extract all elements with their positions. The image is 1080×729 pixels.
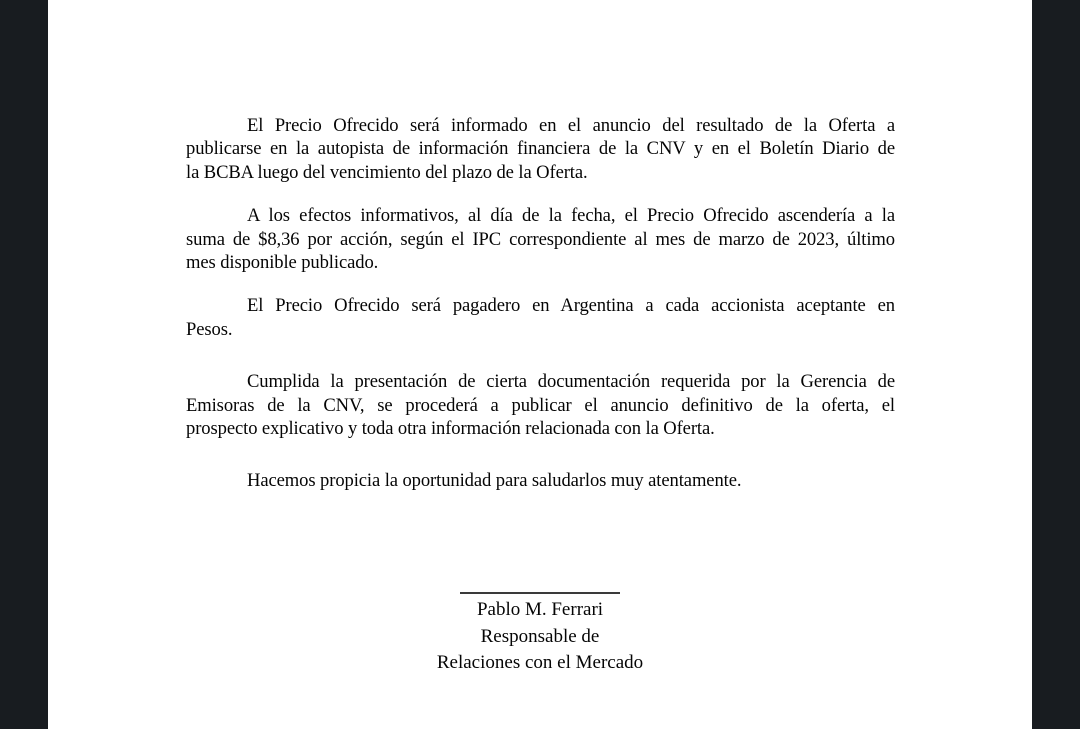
paragraph-3-line-1: El Precio Ofrecido será pagadero en Argentina a cada accionista aceptante en [247,295,895,317]
paragraph-3 [186,294,895,341]
viewer-right-pillarbox [1032,0,1080,729]
paragraph-1-line-1: El Precio Ofrecido será informado en el anuncio del resultado de la Oferta a [247,115,895,136]
signatory-name: Pablo M. Ferrari [476,599,604,620]
viewer-left-pillarbox [0,0,48,729]
paragraph-2-line-1: A los efectos informativos, al día de la fecha, el Precio Ofrecido ascendería a la [247,205,895,227]
paragraph-2-line-3: mes disponible publicado. [186,252,379,274]
document-body [186,0,895,493]
paragraph-2 [186,204,895,274]
signature-block [48,592,1032,677]
document-page [48,0,1032,729]
paragraph-4 [186,370,895,440]
paragraph-1-line-2: publicarse en la autopista de información financiera de la CNV y en el Boletín Diario de [186,138,895,160]
paragraph-1-line-3: la BCBA luego del vencimiento del plazo de la Oferta. [186,161,588,183]
paragraph-4-line-1: Cumplida la presentación de cierta documentación requerida por la Gerencia de [247,371,895,393]
signatory-role-line-2: Relaciones con el Mercado [436,652,644,673]
signatory-role-line-1: Responsable de [480,625,600,647]
paragraph-3-line-2: Pesos. [186,318,233,340]
paragraph-1 [186,114,895,184]
paragraph-5-line-1: Hacemos propicia la oportunidad para saludarlos muy atentamente. [247,470,742,492]
signature-rule-line [460,592,620,594]
paragraph-2-line-2: suma de $8,36 por acción, según el IPC correspondiente al mes de marzo de 2023, último [186,228,895,250]
paragraph-5 [186,469,895,492]
paragraph-4-line-2: Emisoras de la CNV, se procederá a publicar el anuncio definitivo de la oferta, el [186,394,895,416]
paragraph-4-line-3: prospecto explicativo y toda otra información relacionada con la Oferta. [186,418,715,440]
